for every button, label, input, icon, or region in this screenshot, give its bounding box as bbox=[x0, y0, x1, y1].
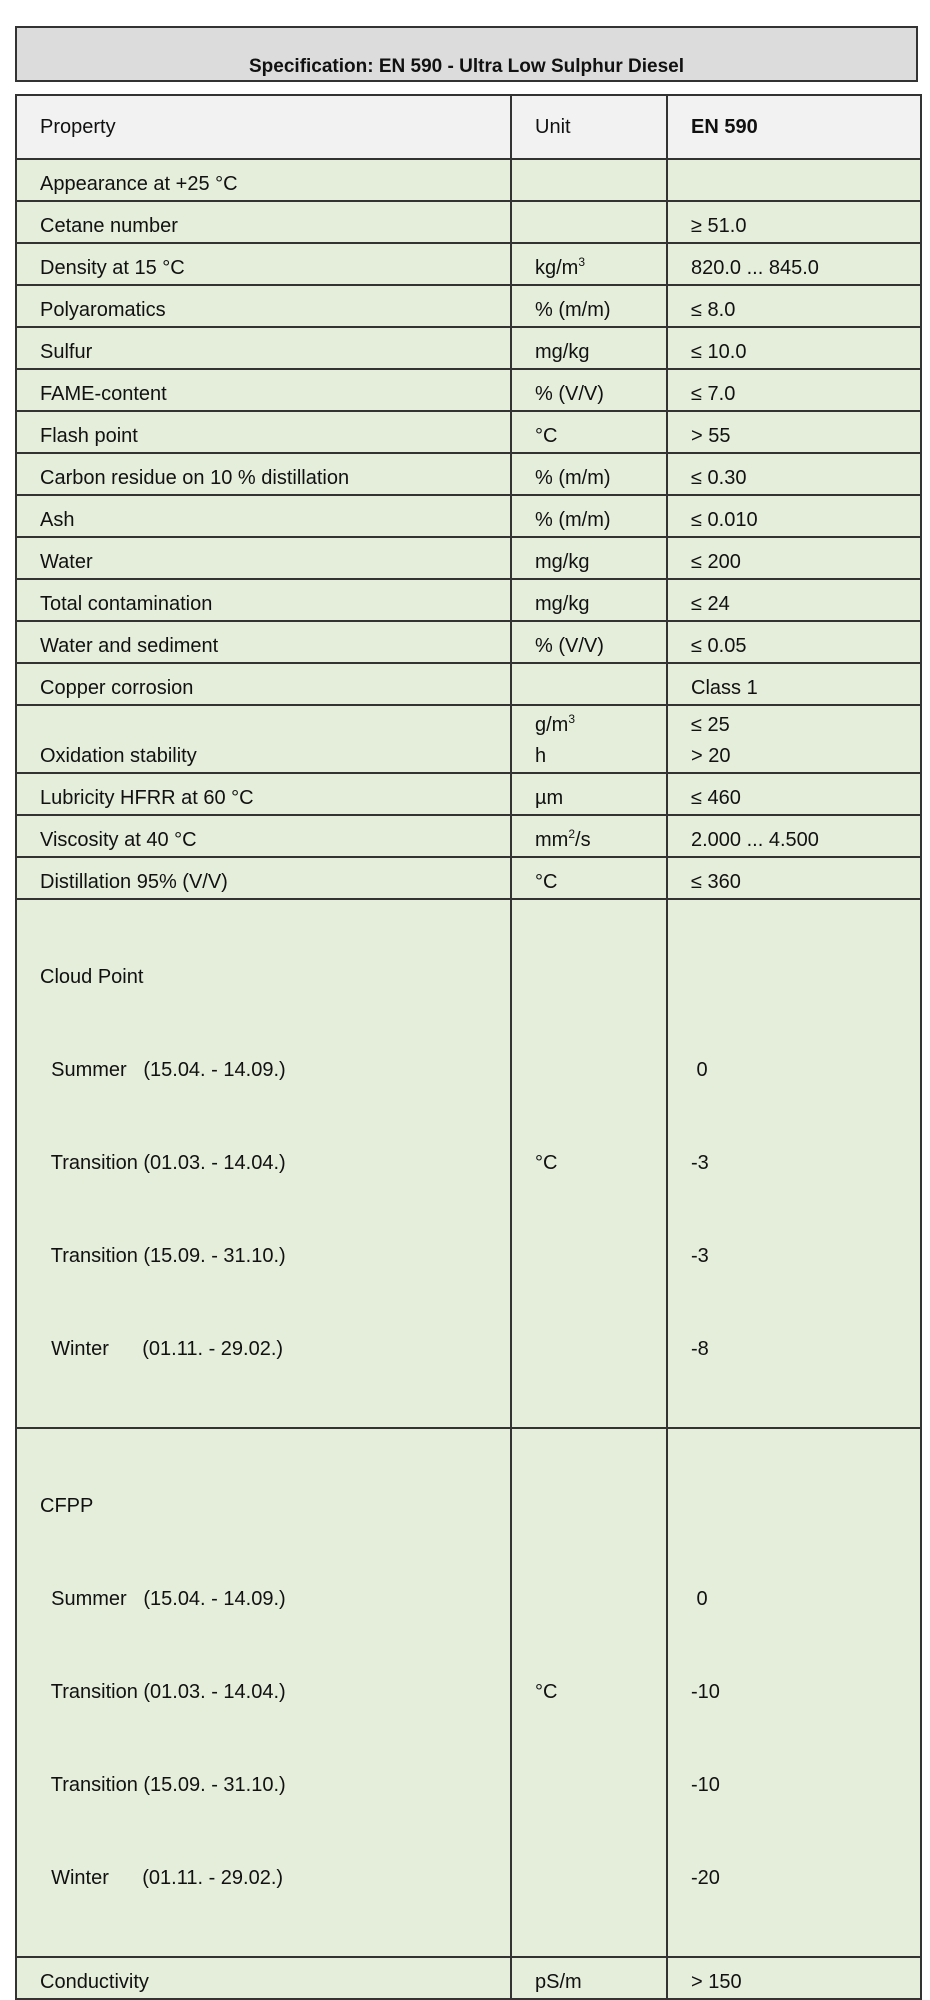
page-title: Specification: EN 590 - Ultra Low Sulphur Diesel bbox=[249, 56, 684, 77]
table-row bbox=[16, 663, 921, 705]
property-cell: FAME-content bbox=[16, 369, 511, 411]
unit-superscript: 3 bbox=[578, 255, 586, 269]
unit-cell bbox=[511, 201, 667, 243]
table-row bbox=[16, 453, 921, 495]
value-cell: ≤ 460 bbox=[667, 773, 921, 815]
value-text: > 20 bbox=[691, 745, 731, 767]
season-label: Transition (01.03. - 14.04.) bbox=[40, 1152, 286, 1174]
oxidation-row bbox=[16, 705, 921, 773]
unit-cell bbox=[511, 243, 667, 285]
property-cell: Flash point bbox=[16, 411, 511, 453]
season-value: -10 bbox=[691, 1681, 720, 1703]
cloud-point-title: Cloud Point bbox=[40, 966, 144, 988]
unit-cell: % (V/V) bbox=[511, 369, 667, 411]
season-value: -20 bbox=[691, 1867, 720, 1889]
property-cell: Copper corrosion bbox=[16, 663, 511, 705]
property-cell: Distillation 95% (V/V) bbox=[16, 857, 511, 899]
cfpp-row bbox=[16, 1428, 921, 1957]
unit-cell: % (m/m) bbox=[511, 285, 667, 327]
table-row bbox=[16, 411, 921, 453]
cloud-point-row bbox=[16, 899, 921, 1428]
header-row bbox=[16, 95, 921, 159]
unit-cell: mg/kg bbox=[511, 537, 667, 579]
unit-cell bbox=[511, 159, 667, 201]
value-cell: 2.000 ... 4.500 bbox=[667, 815, 921, 857]
unit-cell bbox=[511, 815, 667, 857]
property-cell: Total contamination bbox=[16, 579, 511, 621]
season-label: Transition (15.09. - 31.10.) bbox=[40, 1245, 286, 1267]
unit-superscript: 3 bbox=[568, 712, 576, 726]
unit-cell: µm bbox=[511, 773, 667, 815]
property-cell: Viscosity at 40 °C bbox=[16, 815, 511, 857]
season-value: -10 bbox=[691, 1774, 720, 1796]
season-label: Transition (01.03. - 14.04.) bbox=[40, 1681, 286, 1703]
spec-table bbox=[15, 94, 922, 2000]
unit-cell: °C bbox=[511, 899, 667, 1428]
season-value: -8 bbox=[691, 1338, 709, 1360]
season-value: 0 bbox=[691, 1059, 708, 1081]
property-cell: Sulfur bbox=[16, 327, 511, 369]
header-unit: Unit bbox=[511, 95, 667, 159]
property-cell: Water and sediment bbox=[16, 621, 511, 663]
property-cell: Appearance at +25 °C bbox=[16, 159, 511, 201]
value-cell: 820.0 ... 845.0 bbox=[667, 243, 921, 285]
value-cell: ≤ 200 bbox=[667, 537, 921, 579]
property-cell: Ash bbox=[16, 495, 511, 537]
season-value: -3 bbox=[691, 1152, 709, 1174]
table-row bbox=[16, 815, 921, 857]
value-text: ≤ 25 bbox=[691, 714, 730, 736]
property-cell: Cetane number bbox=[16, 201, 511, 243]
table-row bbox=[16, 1957, 921, 1999]
table-row bbox=[16, 369, 921, 411]
value-cell bbox=[667, 705, 921, 773]
property-cell: Density at 15 °C bbox=[16, 243, 511, 285]
table-row bbox=[16, 495, 921, 537]
header-property: Property bbox=[16, 95, 511, 159]
value-cell bbox=[667, 1428, 921, 1957]
unit-text: h bbox=[535, 745, 547, 767]
property-cell: Carbon residue on 10 % distillation bbox=[16, 453, 511, 495]
table-row bbox=[16, 773, 921, 815]
unit-text: kg/m bbox=[535, 257, 579, 279]
season-label: Winter (01.11. - 29.02.) bbox=[40, 1867, 284, 1889]
property-cell: Conductivity bbox=[16, 1957, 511, 1999]
unit-cell: % (V/V) bbox=[511, 621, 667, 663]
cfpp-title: CFPP bbox=[40, 1495, 94, 1517]
unit-cell bbox=[511, 663, 667, 705]
table-row bbox=[16, 201, 921, 243]
table-row bbox=[16, 243, 921, 285]
value-cell: ≤ 24 bbox=[667, 579, 921, 621]
unit-cell: mg/kg bbox=[511, 579, 667, 621]
property-cell: Polyaromatics bbox=[16, 285, 511, 327]
season-label: Summer (15.04. - 14.09.) bbox=[40, 1059, 286, 1081]
value-cell bbox=[667, 899, 921, 1428]
property-cell: Lubricity HFRR at 60 °C bbox=[16, 773, 511, 815]
table-row bbox=[16, 621, 921, 663]
table-row bbox=[16, 579, 921, 621]
unit-text: g/m bbox=[535, 714, 569, 736]
value-cell bbox=[667, 159, 921, 201]
value-cell: > 150 bbox=[667, 1957, 921, 1999]
unit-text: mm bbox=[535, 829, 569, 851]
unit-cell: % (m/m) bbox=[511, 495, 667, 537]
unit-text: /s bbox=[575, 829, 591, 851]
value-cell: ≤ 7.0 bbox=[667, 369, 921, 411]
table-row bbox=[16, 537, 921, 579]
property-cell bbox=[16, 899, 511, 1428]
table-row bbox=[16, 159, 921, 201]
table-row bbox=[16, 285, 921, 327]
value-cell: ≤ 10.0 bbox=[667, 327, 921, 369]
property-cell: Oxidation stability bbox=[16, 705, 511, 773]
value-cell: ≤ 0.30 bbox=[667, 453, 921, 495]
value-cell: ≥ 51.0 bbox=[667, 201, 921, 243]
value-cell: > 55 bbox=[667, 411, 921, 453]
table-row bbox=[16, 327, 921, 369]
unit-superscript: 2 bbox=[568, 827, 576, 841]
season-label: Summer (15.04. - 14.09.) bbox=[40, 1588, 286, 1610]
property-cell: Water bbox=[16, 537, 511, 579]
season-label: Winter (01.11. - 29.02.) bbox=[40, 1338, 284, 1360]
season-label: Transition (15.09. - 31.10.) bbox=[40, 1774, 286, 1796]
value-cell: ≤ 8.0 bbox=[667, 285, 921, 327]
unit-cell: °C bbox=[511, 411, 667, 453]
season-value: 0 bbox=[691, 1588, 708, 1610]
value-cell: ≤ 360 bbox=[667, 857, 921, 899]
unit-cell bbox=[511, 705, 667, 773]
unit-cell: °C bbox=[511, 857, 667, 899]
value-cell: ≤ 0.010 bbox=[667, 495, 921, 537]
table-row bbox=[16, 857, 921, 899]
value-cell: ≤ 0.05 bbox=[667, 621, 921, 663]
title-box bbox=[15, 26, 918, 82]
property-cell bbox=[16, 1428, 511, 1957]
unit-cell: mg/kg bbox=[511, 327, 667, 369]
unit-cell: °C bbox=[511, 1428, 667, 1957]
unit-cell: pS/m bbox=[511, 1957, 667, 1999]
header-spec: EN 590 bbox=[667, 95, 921, 159]
season-value: -3 bbox=[691, 1245, 709, 1267]
unit-cell: % (m/m) bbox=[511, 453, 667, 495]
value-cell: Class 1 bbox=[667, 663, 921, 705]
